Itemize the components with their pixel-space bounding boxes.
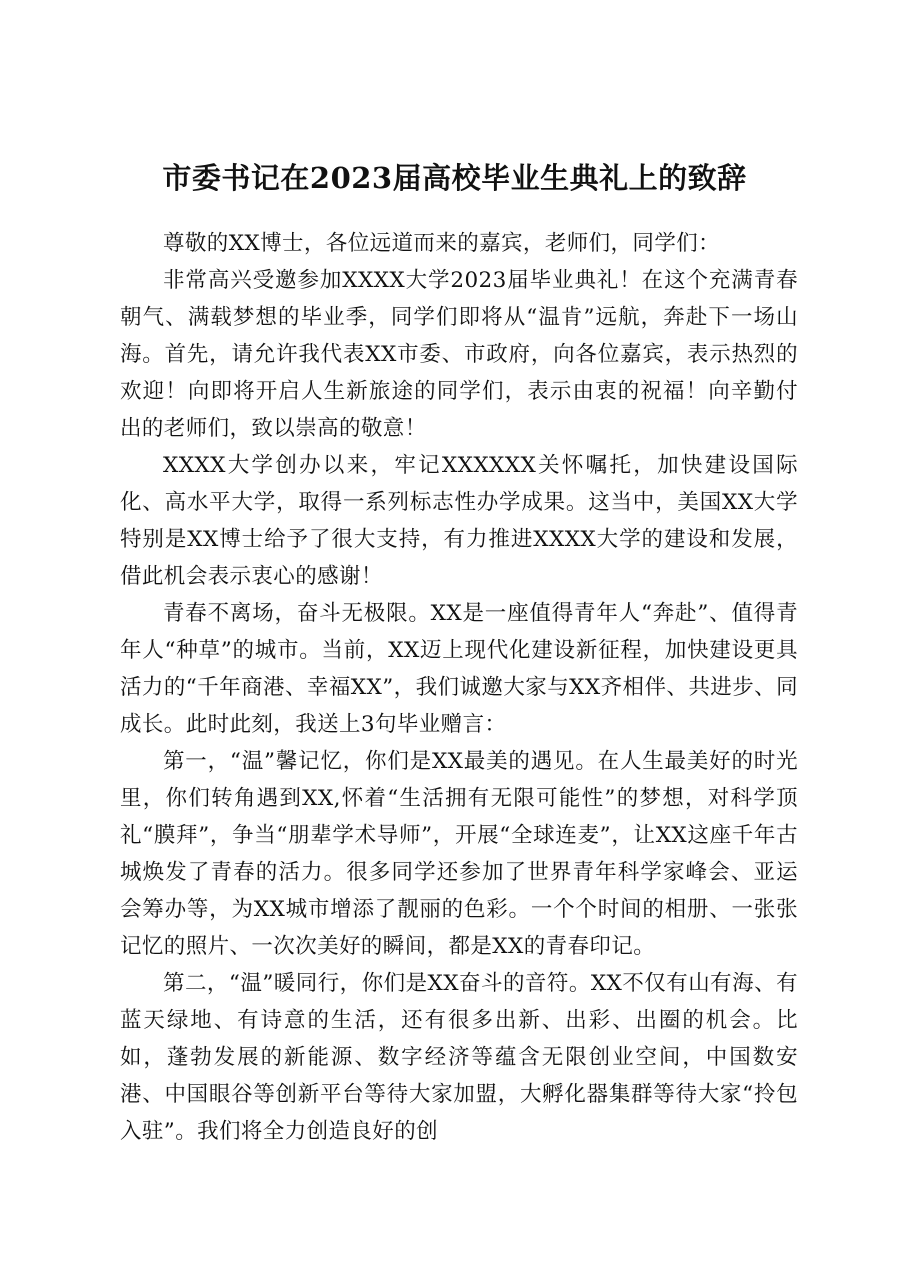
paragraph-welcome: 非常高兴受邀参加XXXX大学2023届毕业典礼！在这个充满青春朝气、满载梦想的毕业季，同学们即将从“温肯”远航，奔赴下一场山海。首先，请允许我代表XX市委、市政府，向各位嘉宾，表示热烈的欢迎！向即将开启人生新旅途的同学们，表示由衷的祝福！向辛勤付出的老师们，致以崇高的敬意！: [120, 268, 798, 441]
paragraph-city: 青春不离场，奋斗无极限。XX是一座值得青年人“奔赴”、值得青年人“种草”的城市。当前，XX迈上现代化建设新征程，加快建设更具活力的“千年商港、幸福XX”，我们诚邀大家与XX齐相伴、共进步、同成长。此时此刻，我送上3句毕业赠言：: [120, 601, 798, 737]
paragraph-first-wish: 第一，“温”馨记忆，你们是XX最美的遇见。在人生最美好的时光里，你们转角遇到XX,怀着“生活拥有无限可能性”的梦想，对科学顶礼“膜拜”，争当“朋辈学术导师”，开展“全球连麦”，让XX这座千年古城焕发了青春的活力。很多同学还参加了世界青年科学家峰会、亚运会筹办等，为XX城市增添了靓丽的色彩。一个个时间的相册、一张张记忆的照片、一次次美好的瞬间，都是XX的青春印记。: [120, 749, 798, 959]
document-title: 市委书记在2023届高校毕业生典礼上的致辞: [162, 161, 747, 195]
paragraph-salutation: 尊敬的XX博士，各位远道而来的嘉宾，老师们，同学们：: [163, 231, 721, 256]
paragraph-university: XXXX大学创办以来，牢记XXXXXX关怀嘱托，加快建设国际化、高水平大学，取得一系列标志性办学成果。这当中，美国XX大学特别是XX博士给予了很大支持，有力推进XXXX大学的建设和发展，借此机会表示衷心的感谢！: [120, 453, 798, 589]
document-body: [120, 225, 798, 1150]
paragraph-second-wish: 第二，“温”暖同行，你们是XX奋斗的音符。XX不仅有山有海、有蓝天绿地、有诗意的生活，还有很多出新、出彩、出圈的机会。比如，蓬勃发展的新能源、数字经济等蕴含无限创业空间，中国数安港、中国眼谷等创新平台等待大家加盟，大孵化器集群等待大家“拎包入驻”。我们将全力创造良好的创: [120, 971, 798, 1144]
